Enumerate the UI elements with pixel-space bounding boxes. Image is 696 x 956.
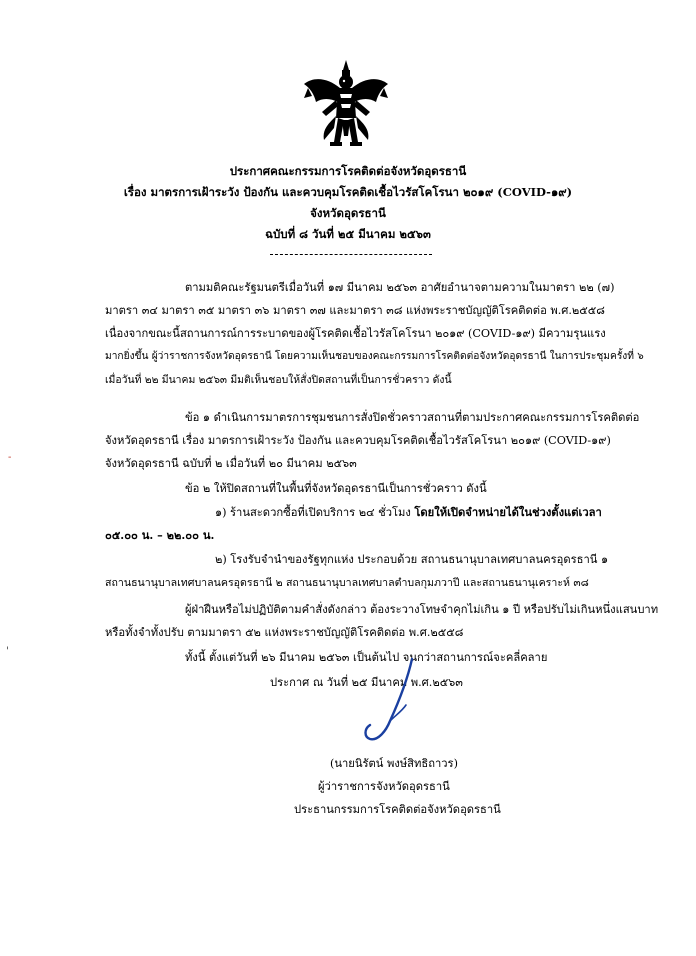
intro-line-1: ตามมติคณะรัฐมนตรีเมื่อวันที่ ๑๗ มีนาคม ๒๕๖๓ อาศัยอำนาจตามความในมาตรา ๒๒ (๗)	[185, 281, 615, 294]
clause-2-item-2-line-2: สถานธนานุบาลเทศบาลนครอุดรธานี ๒ สถานธนานุบาลเทศบาลตำบลกุมภวาปี และสถานธนานุเคราะห์ ๓๘	[105, 577, 589, 589]
clause-2: ข้อ ๒ ให้ปิดสถานที่ในพื้นที่จังหวัดอุดรธานีเป็นการชั่วคราว ดังนี้	[185, 482, 487, 495]
header-separator	[270, 254, 432, 255]
intro-line-2: มาตรา ๓๔ มาตรา ๓๕ มาตรา ๓๖ มาตรา ๓๗ และมาตรา ๓๘ แห่งพระราชบัญญัติโรคติดต่อ พ.ศ.๒๕๕๘	[105, 304, 605, 317]
announcement-province: จังหวัดอุดรธานี	[310, 206, 386, 220]
penalty-line-2: หรือทั้งจำทั้งปรับ ตามมาตรา ๕๒ แห่งพระราชบัญญัติโรคติดต่อ พ.ศ.๒๕๕๘	[105, 626, 464, 639]
item-1-hours-note: โดยให้เปิดจำหน่ายได้ในช่วงตั้งแต่เวลา	[414, 505, 602, 519]
penalty-line-1: ผู้ฝ่าฝืนหรือไม่ปฏิบัติตามคำสั่งดังกล่าว ต้องระวางโทษจำคุกไม่เกิน ๑ ปี หรือปรับไม่เกินหนึ่งแสนบาท	[185, 603, 659, 616]
clause-2-item-2-line-1: ๒) โรงรับจำนำของรัฐทุกแห่ง ประกอบด้วย สถานธนานุบาลเทศบาลนครอุดรธานี ๑	[215, 553, 609, 566]
intro-line-3: เนื่องจากขณะนี้สถานการณ์การระบาดของผู้โรคติดเชื้อไวรัสโคโรนา ๒๐๑๙ (COVID-๑๙) มีความรุนแรง	[105, 327, 606, 340]
intro-line-5: เมื่อวันที่ ๒๒ มีนาคม ๒๕๖๓ มีมติเห็นชอบให้สั่งปิดสถานที่เป็นการชั่วคราว ดังนี้	[105, 374, 452, 386]
clause-1-line-3: จังหวัดอุดรธานี ฉบับที่ ๒ เมื่อวันที่ ๒๐ มีนาคม ๒๕๖๓	[105, 457, 357, 470]
garuda-emblem-icon	[300, 58, 392, 154]
clause-1-line-2: จังหวัดอุดรธานี เรื่อง มาตรการเฝ้าระวัง ป้องกัน และควบคุมโรคติดเชื้อไวรัสโคโรนา ๒๐๑๙ (COVID-๑๙)	[105, 434, 611, 447]
margin-dot: '	[6, 646, 9, 657]
announcement-issue: ฉบับที่ ๘ วันที่ ๒๕ มีนาคม ๒๕๖๓	[265, 227, 431, 241]
effective-date: ทั้งนี้ ตั้งแต่วันที่ ๒๖ มีนาคม ๒๕๖๓ เป็นต้นไป จนกว่าสถานการณ์จะคลี่คลาย	[185, 651, 548, 664]
clause-1-line-1: ข้อ ๑ ดำเนินการมาตรการชุมชนการสั่งปิดชั่วคราวสถานที่ตามประกาศคณะกรรมการโรคติดต่อ	[185, 411, 640, 424]
announced-date: ประกาศ ณ วันที่ ๒๕ มีนาคม พ.ศ.๒๕๖๓	[270, 676, 463, 689]
clause-2-item-1	[215, 505, 602, 520]
announcement-title: ประกาศคณะกรรมการโรคติดต่อจังหวัดอุดรธานี	[229, 164, 467, 178]
margin-mark: -	[8, 452, 12, 463]
announcement-subject: เรื่อง มาตรการเฝ้าระวัง ป้องกัน และควบคุมโรคติดเชื้อไวรัสโคโรนา ๒๐๑๙ (COVID-๑๙)	[123, 185, 573, 199]
item-1-text: ๑) ร้านสะดวกซื้อที่เปิดบริการ ๒๔ ชั่วโมง	[215, 506, 415, 519]
signatory-position-2: ประธานกรรมการโรคติดต่อจังหวัดอุดรธานี	[294, 803, 501, 816]
intro-line-4: มากยิ่งขึ้น ผู้ว่าราชการจังหวัดอุดรธานี โดยความเห็นชอบของคณะกรรมการโรคติดต่อจังหวัดอุดรธานี ในการประชุมครั้งที่ ๖	[105, 351, 644, 362]
signatory-name: (นายนิรัตน์ พงษ์สิทธิถาวร)	[330, 757, 458, 770]
handwritten-signature	[360, 655, 430, 745]
signatory-position-1: ผู้ว่าราชการจังหวัดอุดรธานี	[318, 780, 450, 793]
item-1-time-range: ๐๕.๐๐ น. – ๒๒.๐๐ น.	[105, 528, 215, 542]
